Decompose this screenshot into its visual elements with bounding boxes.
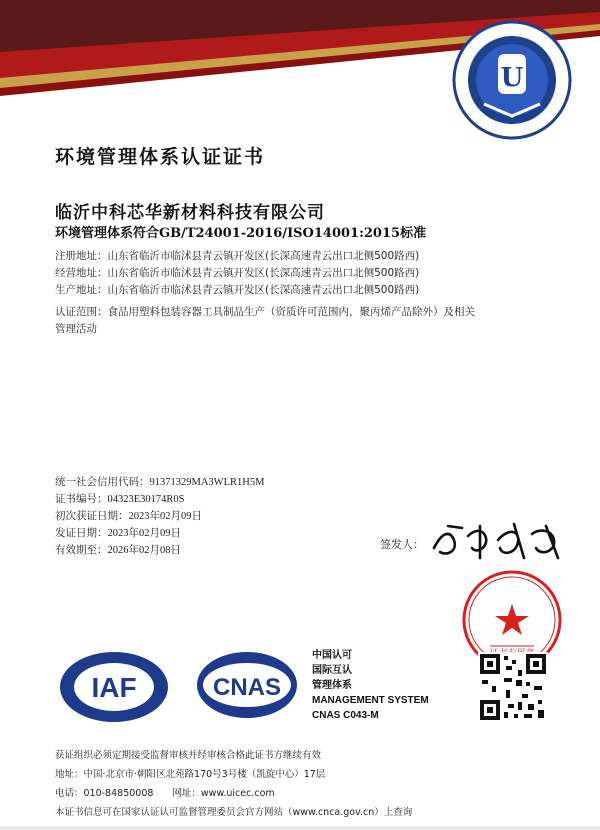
certificate-number: 证书编号：04323E30174R0S	[55, 494, 185, 505]
qr-code-icon[interactable]	[478, 652, 548, 722]
svg-text:CNAS: CNAS	[212, 674, 282, 701]
mark-line-2: 国际互认	[312, 665, 352, 676]
iaf-logo-icon	[58, 650, 170, 724]
issue-date: 发证日期：2023年02月09日	[55, 528, 181, 539]
bottom-edge	[0, 826, 600, 830]
issuer-address: 地址：中国·北京市·朝阳区北苑路170号3号楼（凯旋中心）17层	[55, 769, 326, 780]
registered-address: 注册地址：山东省临沂市临沭县青云镇开发区(长深高速青云出口北侧500路西)	[55, 250, 420, 262]
svg-text:IAF: IAF	[91, 672, 137, 703]
credit-code: 统一社会信用代码：91371329MA3WLR1H5M	[55, 477, 265, 488]
certificate-title: 环境管理体系认证证书	[55, 146, 266, 168]
svg-text:U: U	[500, 63, 524, 93]
mark-line-3: 管理体系	[312, 680, 352, 691]
validity-notice: 获证组织必须定期接受监督审核并经审核合格此证书方继续有效	[55, 750, 322, 761]
handwritten-signature	[428, 518, 568, 562]
accreditation-text	[312, 648, 429, 723]
scope-line-2: 管理活动	[55, 323, 97, 335]
signer-label: 签发人：	[380, 538, 424, 551]
company-name: 临沂中科芯华新材料科技有限公司	[55, 203, 325, 223]
first-certification-date: 初次获证日期：2023年02月09日	[55, 511, 202, 522]
verification-notice: 本证书信息可在国家认证认可监督管理委员会官方网站（www.cnca.gov.cn）上查询	[55, 807, 413, 818]
scope-line-1: 认证范围：食品用塑料包装容器工具制品生产（资质许可范围内，聚丙烯产品除外）及相关	[55, 306, 475, 318]
mark-line-4: MANAGEMENT SYSTEM	[312, 695, 429, 706]
production-address: 生产地址：山东省临沂市临沭县青云镇开发区(长深高速青云出口北侧500路西)	[55, 284, 420, 296]
issuer-seal-icon	[452, 20, 572, 140]
business-address: 经营地址：山东省临沂市临沭县青云镇开发区(长深高速青云出口北侧500路西)	[55, 267, 420, 279]
cnas-logo-icon	[195, 650, 300, 720]
standard-statement: 环境管理体系符合GB/T24001-2016/ISO14001:2015标准	[55, 226, 427, 241]
contact-info: 电话：010-84850008 网址：www.uicec.com	[55, 788, 275, 799]
mark-line-5: CNAS C043-M	[312, 710, 379, 721]
expiry-date: 有效期至：2026年02月08日	[55, 545, 181, 556]
certification-scope	[55, 304, 560, 338]
mark-line-1: 中国认可	[312, 650, 352, 661]
